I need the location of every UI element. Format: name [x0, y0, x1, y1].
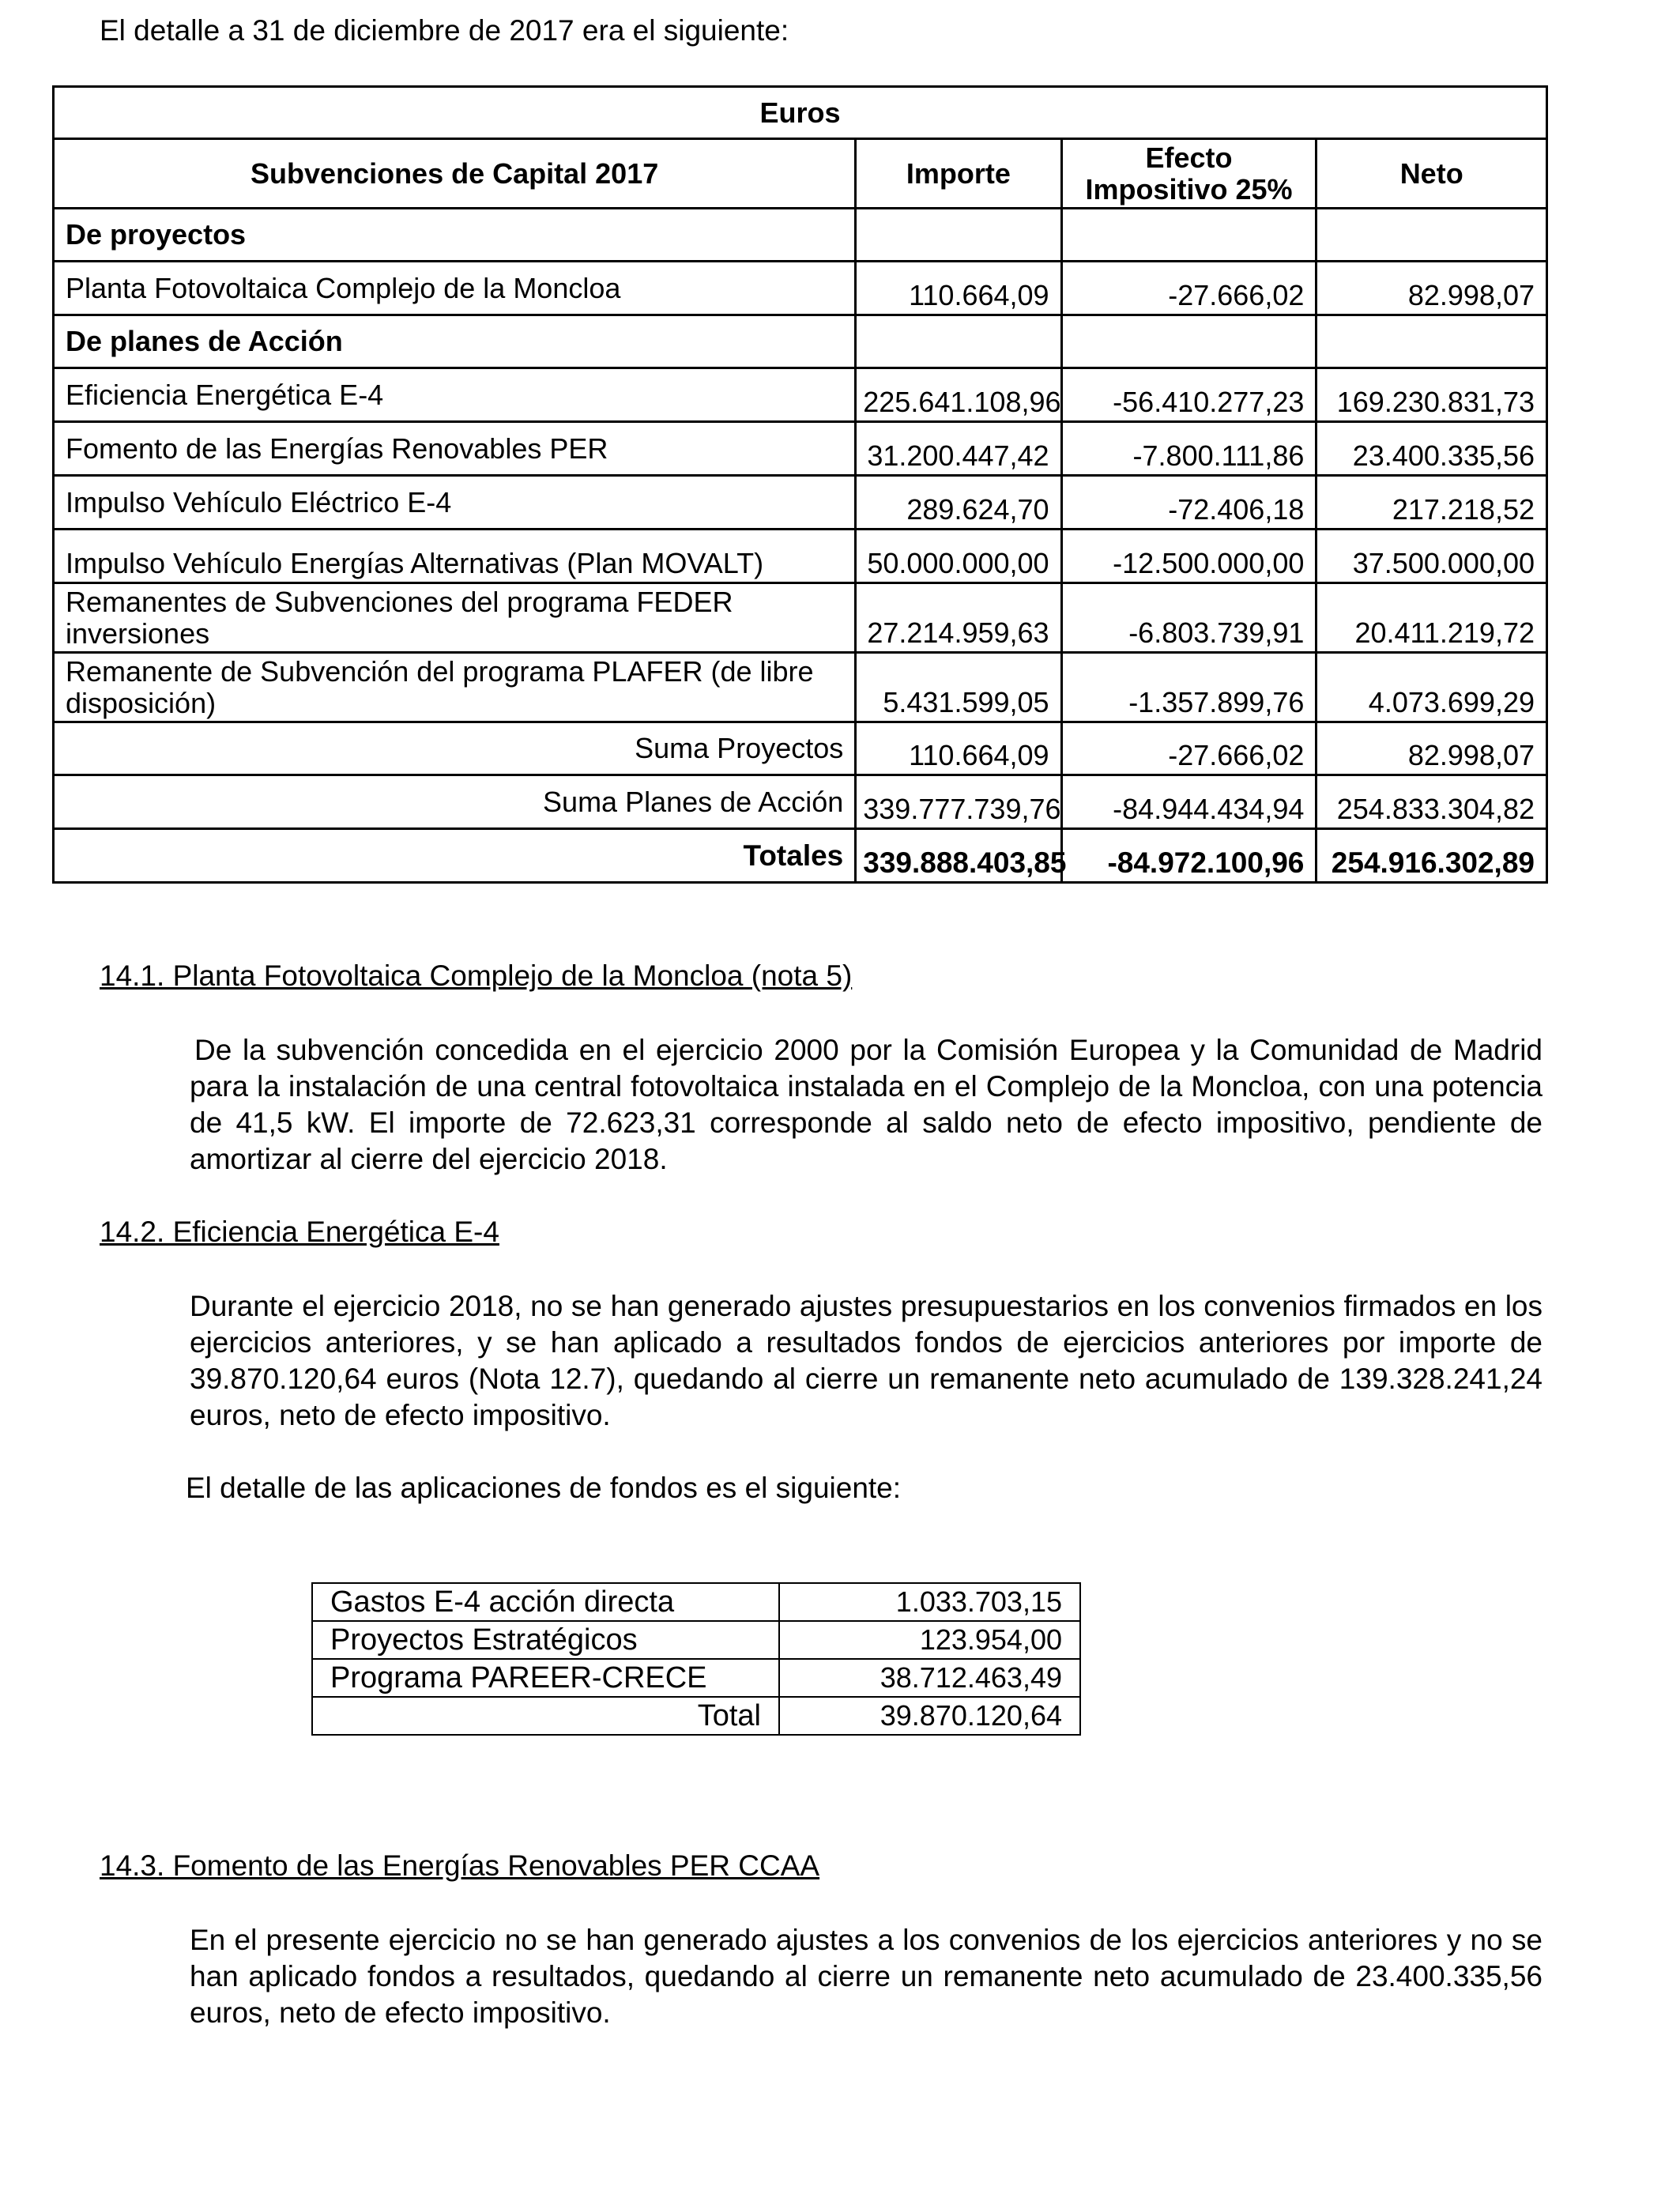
table-row: [54, 653, 1547, 722]
importe-cell: 5.431.599,05: [856, 653, 1061, 722]
table-row: [54, 368, 1547, 422]
row-label: Gastos E-4 acción directa: [312, 1583, 779, 1621]
row-label: Proyectos Estratégicos: [312, 1621, 779, 1659]
neto-cell: 217.218,52: [1317, 476, 1547, 530]
table-row: [54, 422, 1547, 476]
table-row: [312, 1659, 1080, 1697]
table-row: [54, 476, 1547, 530]
efecto-cell: -56.410.277,23: [1061, 368, 1317, 422]
neto-cell: 169.230.831,73: [1317, 368, 1547, 422]
paragraph-14-1: [190, 1032, 1543, 1178]
importe-cell: 225.641.108,96: [856, 368, 1061, 422]
neto-cell: 23.400.335,56: [1317, 422, 1547, 476]
neto-cell: 82.998,07: [1317, 262, 1547, 315]
totals-row: [54, 829, 1547, 883]
row-value: 1.033.703,15: [779, 1583, 1080, 1621]
sum-label: Suma Planes de Acción: [54, 775, 856, 829]
table-row: [54, 530, 1547, 583]
table-header-row: [54, 87, 1547, 139]
total-value: 39.870.120,64: [779, 1697, 1080, 1735]
row-label: Impulso Vehículo Eléctrico E-4: [54, 476, 856, 530]
column-header: Efecto Impositivo 25%: [1061, 139, 1317, 209]
neto-cell: 20.411.219,72: [1317, 583, 1547, 653]
total-row: [312, 1697, 1080, 1735]
intro-text: El detalle a 31 de diciembre de 2017 era el siguiente:: [100, 14, 789, 47]
importe-cell: 27.214.959,63: [856, 583, 1061, 653]
section-heading-14-3: 14.3. Fomento de las Energías Renovables PER CCAA: [100, 1849, 820, 1882]
row-label: Planta Fotovoltaica Complejo de la Moncloa: [54, 262, 856, 315]
efecto-cell: -84.944.434,94: [1061, 775, 1317, 829]
column-header: Importe: [856, 139, 1061, 209]
importe-cell: 289.624,70: [856, 476, 1061, 530]
efecto-cell: -84.972.100,96: [1061, 829, 1317, 883]
paragraph-14-2: [190, 1288, 1543, 1434]
capital-grants-table: [52, 85, 1548, 884]
neto-cell: 4.073.699,29: [1317, 653, 1547, 722]
paragraph-text: En el presente ejercicio no se han generado ajustes a los convenios de los ejercicios anteriores y no se han aplicado fondos a resultados, quedando al cierre un remanente neto acumulado de 23.400.335,56 euros, neto de efecto impositivo.: [190, 1924, 1543, 2029]
paragraph-text: Durante el ejercicio 2018, no se han generado ajustes presupuestarios en los convenios firmados en los ejercicios anteriores, y se han aplicado a resultados fondos de ejercicios anteriores por importe de 39.870.120,64 euros (Nota 12.7), quedando al cierre un remanente neto acumulado de 139.328.241,24 euros, neto de efecto impositivo.: [190, 1290, 1543, 1431]
paragraph-text: De la subvención concedida en el ejercicio 2000 por la Comisión Europea y la Comunidad de Madrid para la instalación de una central fotovoltaica instalada en el Complejo de la Moncloa, con una potencia de 41,5 kW. El importe de 72.623,31 corresponde al saldo neto de efecto impositivo, pendiente de amortizar al cierre del ejercicio 2018.: [190, 1034, 1543, 1175]
efecto-cell: -72.406,18: [1061, 476, 1317, 530]
section-heading-14-2: 14.2. Eficiencia Energética E-4: [100, 1216, 499, 1248]
sum-label: Suma Proyectos: [54, 722, 856, 775]
efecto-cell: -6.803.739,91: [1061, 583, 1317, 653]
row-value: 38.712.463,49: [779, 1659, 1080, 1697]
importe-cell: 339.888.403,85: [856, 829, 1061, 883]
paragraph-14-3: [190, 1922, 1543, 2031]
table-row: [312, 1583, 1080, 1621]
fund-applications-table: [311, 1582, 1081, 1736]
importe-cell: 31.200.447,42: [856, 422, 1061, 476]
neto-cell: 254.916.302,89: [1317, 829, 1547, 883]
table-row: [54, 209, 1547, 262]
totals-label: Totales: [54, 829, 856, 883]
row-label: Remanente de Subvención del programa PLAFER (de libre disposición): [54, 653, 856, 722]
table-row: [54, 262, 1547, 315]
detail-text: El detalle de las aplicaciones de fondos es el siguiente:: [186, 1472, 902, 1504]
table-row: [54, 315, 1547, 368]
row-value: 123.954,00: [779, 1621, 1080, 1659]
row-label: Eficiencia Energética E-4: [54, 368, 856, 422]
efecto-cell: -27.666,02: [1061, 262, 1317, 315]
table-row: [54, 583, 1547, 653]
column-header: Subvenciones de Capital 2017: [54, 139, 856, 209]
table-row: [312, 1621, 1080, 1659]
importe-cell: 110.664,09: [856, 722, 1061, 775]
neto-cell: 82.998,07: [1317, 722, 1547, 775]
efecto-cell: -7.800.111,86: [1061, 422, 1317, 476]
row-label: Fomento de las Energías Renovables PER: [54, 422, 856, 476]
table-header-row: [54, 139, 1547, 209]
section-label: De planes de Acción: [54, 315, 856, 368]
section-heading-14-1: [100, 958, 852, 994]
heading-note: (nota 5): [743, 959, 853, 992]
total-label: Total: [312, 1697, 779, 1735]
row-label: Remanentes de Subvenciones del programa FEDER inversiones: [54, 583, 856, 653]
efecto-cell: -12.500.000,00: [1061, 530, 1317, 583]
column-header: Neto: [1317, 139, 1547, 209]
row-label: Programa PAREER-CRECE: [312, 1659, 779, 1697]
sum-row: [54, 722, 1547, 775]
heading-text: 14.1. Planta Fotovoltaica Complejo de la Moncloa: [100, 959, 744, 992]
neto-cell: 37.500.000,00: [1317, 530, 1547, 583]
unit-header: Euros: [54, 87, 1547, 139]
section-label: De proyectos: [54, 209, 856, 262]
efecto-cell: -1.357.899,76: [1061, 653, 1317, 722]
neto-cell: 254.833.304,82: [1317, 775, 1547, 829]
importe-cell: 339.777.739,76: [856, 775, 1061, 829]
row-label: Impulso Vehículo Energías Alternativas (Plan MOVALT): [54, 530, 856, 583]
efecto-cell: -27.666,02: [1061, 722, 1317, 775]
importe-cell: 50.000.000,00: [856, 530, 1061, 583]
sum-row: [54, 775, 1547, 829]
importe-cell: 110.664,09: [856, 262, 1061, 315]
